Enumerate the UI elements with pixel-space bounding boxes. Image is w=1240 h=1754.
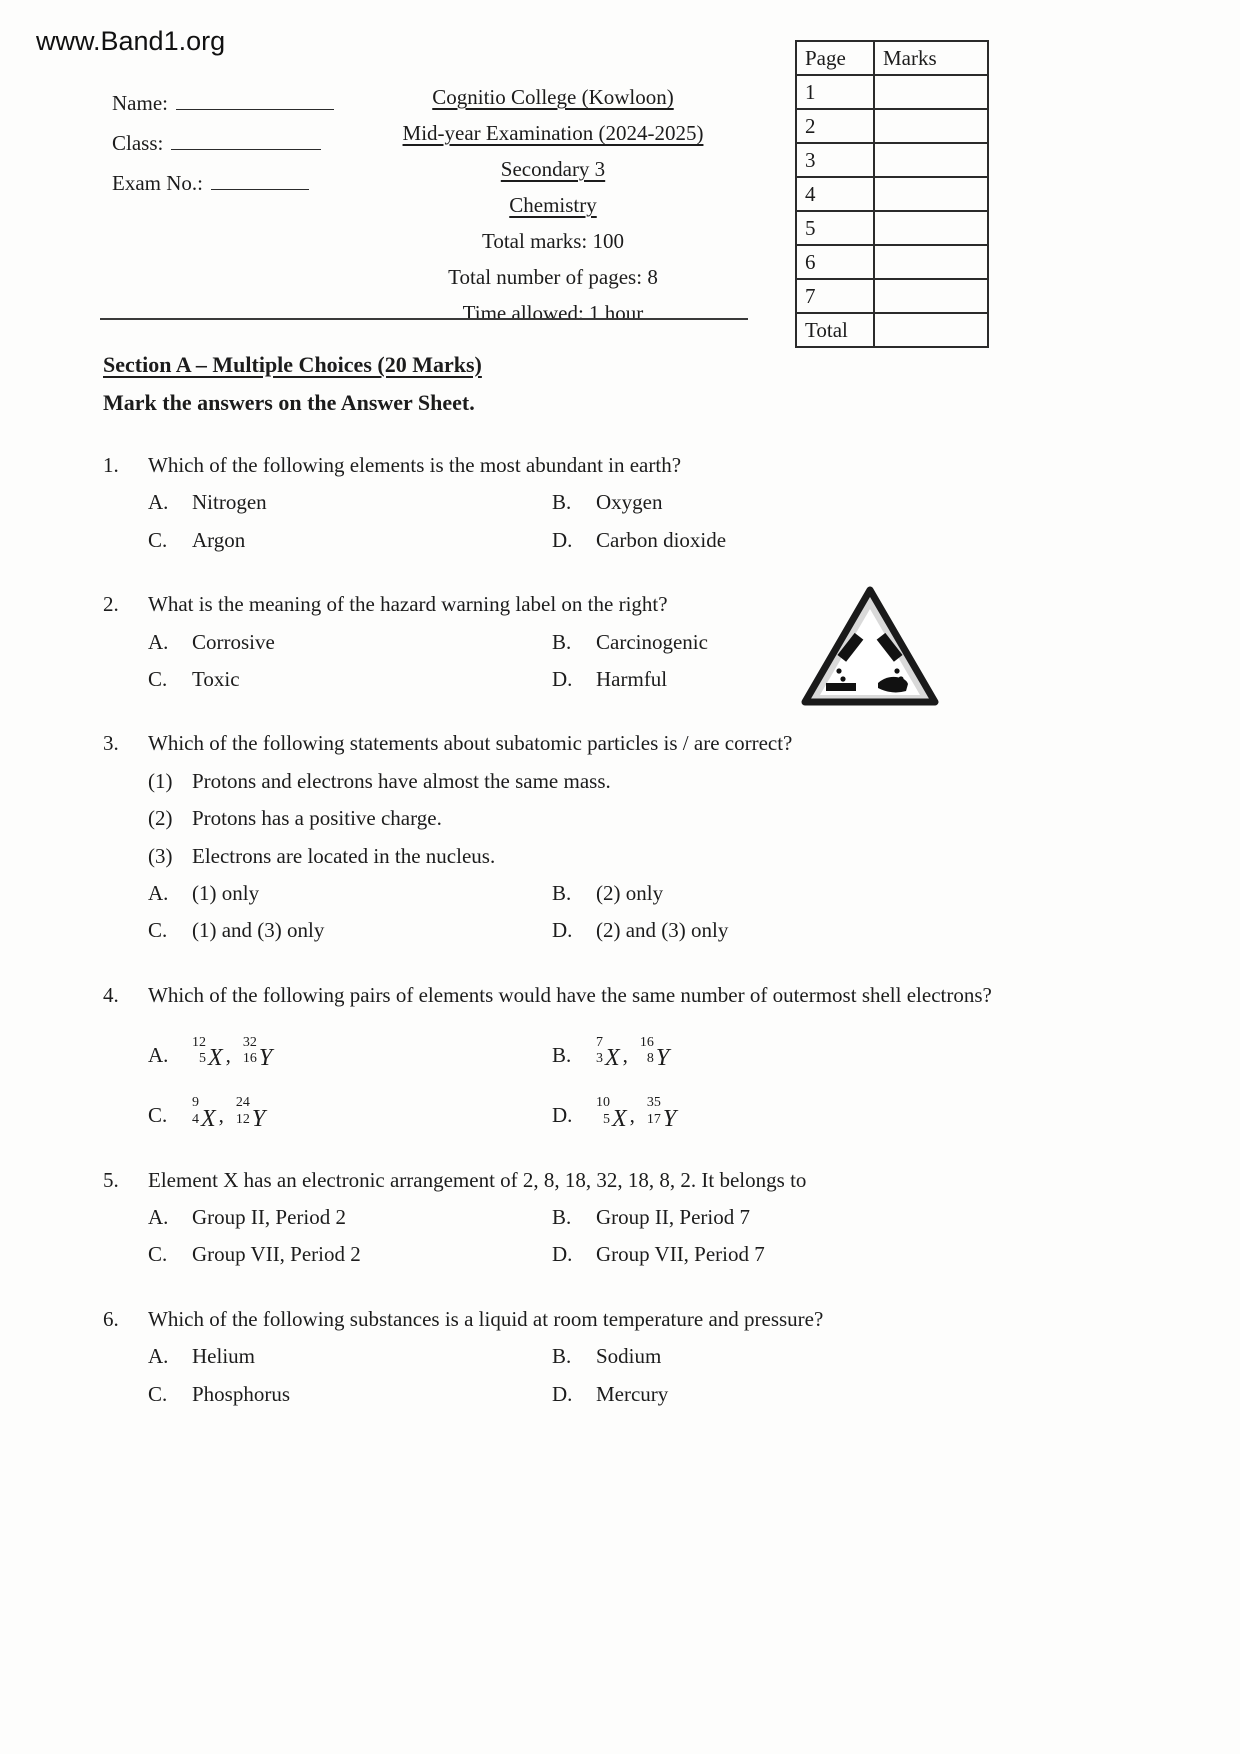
option-letter: B. [552,1344,572,1369]
option-text: (1) and (3) only [192,918,325,943]
atomic-number: 5 [199,1051,206,1067]
exam-no-blank-line [211,168,309,190]
option-letter: B. [552,629,572,654]
name-blank-line [176,88,334,110]
option-letter: A. [148,1205,169,1230]
statement-text: Protons and electrons have almost the same mass. [192,768,611,793]
header-divider-line [100,318,748,320]
marks-table-page-cell: 7 [796,279,874,313]
question-text: Element X has an electronic arrangement of 2, 8, 18, 32, 18, 8, 2. It belongs to [148,1167,807,1192]
question-number: 4. [103,982,119,1007]
name-label: Name: [112,91,168,115]
option-d [552,526,1115,555]
atomic-number: 5 [603,1111,610,1127]
option-text: Phosphorus [192,1381,291,1406]
element-symbol: Y [258,1045,273,1072]
question-number: 1. [103,453,119,477]
option-text: Group VII, Period 7 [596,1242,765,1267]
marks-table-row [796,313,988,347]
option-text: Sodium [596,1344,662,1369]
question-number: 6. [103,1306,119,1331]
marks-table-page-cell: 2 [796,109,874,143]
marks-table-page-cell: 1 [796,75,874,109]
question-2 [103,589,1115,694]
option-letter: C. [148,1381,168,1406]
mass-number: 10 [596,1095,610,1111]
section-a-content [103,352,1115,1409]
class-field-row [112,128,334,156]
marks-table-marks-cell [874,313,988,347]
isotope-numbers [640,1035,654,1067]
school-name: Cognitio College (Kowloon) [432,85,674,109]
question-text: Which of the following pairs of elements would have the same number of outermost shell electrons? [148,982,992,1007]
isotope-notation [596,1095,627,1132]
option-letter: D. [552,1381,573,1406]
option-c [148,1095,552,1132]
option-letter: A. [148,490,169,515]
marks-table-header-row [796,41,988,75]
isotope-numbers [236,1095,250,1127]
option-d [552,665,1115,694]
atomic-number: 12 [235,1111,250,1127]
isotope-numbers [596,1095,610,1127]
element-symbol: X [201,1105,216,1132]
option-letter: A. [148,1344,169,1369]
isotope-notation [192,1095,216,1132]
option-c [148,916,552,945]
question-text: Which of the following substances is a liquid at room temperature and pressure? [148,1306,824,1331]
marks-table-row [796,143,988,177]
option-d [552,1380,1115,1409]
option-b [552,628,1115,657]
comma: , [225,1043,231,1068]
option-text: Group II, Period 7 [596,1205,750,1230]
option-letter: A. [148,881,169,906]
option-a [148,488,552,517]
option-b [552,1203,1115,1232]
marks-table-row [796,211,988,245]
option-letter: B. [552,490,572,515]
question-1-stem [103,450,1115,480]
option-letter: A. [148,1043,169,1068]
option-text: Carcinogenic [596,629,708,654]
isotope-notation [235,1095,266,1132]
option-c [148,1240,552,1269]
option-a [148,1035,552,1072]
option-text: (2) only [596,881,664,906]
marks-table-page-cell: 4 [796,177,874,211]
element-symbol: X [605,1045,620,1072]
option-letter: D. [552,527,573,552]
option-text: Helium [192,1344,255,1369]
section-instruction: Mark the answers on the Answer Sheet. [103,390,475,415]
marks-table-header-marks: Marks [874,41,988,75]
question-5 [103,1165,1115,1270]
isotope-numbers [647,1095,661,1127]
isotope-notation [646,1095,677,1132]
option-letter: C. [148,527,168,552]
option-text: Toxic [192,667,240,692]
marks-table-row [796,245,988,279]
marks-table-row [796,75,988,109]
option-text: Argon [192,527,246,552]
marks-table-row [796,109,988,143]
marks-table-marks-cell [874,109,988,143]
option-d [552,1240,1115,1269]
statement-text: Electrons are located in the nucleus. [192,843,496,868]
total-pages-line: Total number of pages: 8 [448,265,658,289]
element-symbol: X [208,1045,223,1072]
exam-level: Secondary 3 [500,157,606,181]
option-letter: D. [552,667,573,692]
option-b [552,879,1115,908]
atomic-number: 3 [596,1051,603,1067]
marks-table-marks-cell [874,279,988,313]
atomic-number: 16 [242,1051,257,1067]
atomic-number: 17 [646,1111,661,1127]
exam-no-field-row [112,168,334,196]
option-a [148,879,552,908]
marks-table-row [796,279,988,313]
student-fields [112,88,334,208]
marks-table [795,40,989,348]
mass-number: 16 [639,1035,654,1051]
atomic-number: 4 [192,1111,199,1127]
isotope-numbers [243,1035,257,1067]
question-3-options [148,871,1115,946]
option-letter: D. [552,1242,573,1267]
question-5-stem [103,1165,1115,1195]
question-3-statements [148,767,1115,871]
class-label: Class: [112,131,164,155]
comma: , [622,1043,628,1068]
question-text: Which of the following statements about subatomic particles is / are correct? [148,731,793,756]
option-b [552,1342,1115,1371]
option-b [552,488,1115,517]
marks-table-page-cell: 3 [796,143,874,177]
marks-table-marks-cell [874,75,988,109]
element-symbol: Y [662,1105,677,1132]
option-text: Oxygen [596,490,663,515]
option-letter: C. [148,1242,168,1267]
statement-number: (1) [148,768,173,793]
mass-number: 9 [192,1095,199,1111]
isotope-notation [192,1035,223,1072]
question-4 [103,980,1115,1131]
statement-text: Protons has a positive charge. [192,806,442,831]
time-allowed-line: Time allowed: 1 hour [462,301,644,325]
isotope-notation [242,1035,273,1072]
option-b [552,1035,1115,1072]
comma: , [218,1103,224,1128]
question-text: What is the meaning of the hazard warning label on the right? [148,592,668,617]
option-a [148,1342,552,1371]
question-3-stem [103,728,1115,758]
option-a [148,628,552,657]
statement-2 [148,804,1115,833]
isotope-numbers [192,1035,206,1067]
mass-number: 7 [596,1035,603,1051]
isotope-numbers [192,1095,199,1127]
option-letter: C. [148,918,168,943]
option-letter: D. [552,918,573,943]
element-symbol: X [612,1105,627,1132]
isotope-notation [596,1035,620,1072]
question-1 [103,450,1115,555]
exam-title: Mid-year Examination (2024-2025) [402,121,704,145]
option-letter: D. [552,1103,573,1128]
question-1-options [148,480,1115,555]
exam-subject: Chemistry [509,193,597,217]
option-text: Group VII, Period 2 [192,1242,361,1267]
option-text: Group II, Period 2 [192,1205,346,1230]
option-a [148,1203,552,1232]
mass-number: 35 [646,1095,661,1111]
statement-number: (2) [148,806,173,831]
option-letter: B. [552,881,572,906]
question-3 [103,728,1115,945]
marks-table-page-cell: 5 [796,211,874,245]
marks-table-page-cell: 6 [796,245,874,279]
option-letter: B. [552,1205,572,1230]
option-letter: C. [148,667,168,692]
question-4-stem [103,980,1115,1010]
statement-3 [148,842,1115,871]
class-blank-line [171,128,321,150]
name-field-row [112,88,334,116]
marks-table-marks-cell [874,245,988,279]
question-6 [103,1304,1115,1409]
isotope-notation [639,1035,670,1072]
question-5-options [148,1195,1115,1270]
mass-number: 32 [242,1035,257,1051]
mass-number: 12 [192,1035,206,1051]
marks-table-total-cell: Total [796,313,874,347]
watermark-text: www.Band1.org [36,26,226,56]
question-2-stem [103,589,1115,619]
question-text: Which of the following elements is the most abundant in earth? [148,453,682,477]
exam-no-label: Exam No.: [112,171,203,195]
question-6-options [148,1334,1115,1409]
comma: , [629,1103,635,1128]
question-number: 3. [103,731,119,756]
marks-table-row [796,177,988,211]
option-d [552,916,1115,945]
mass-number: 24 [235,1095,250,1111]
option-c [148,526,552,555]
marks-table-marks-cell [874,143,988,177]
option-text: Mercury [596,1381,669,1406]
marks-table-marks-cell [874,211,988,245]
question-4-options [148,1010,1115,1130]
question-number: 5. [103,1167,119,1192]
option-c [148,665,552,694]
option-text: (2) and (3) only [596,918,729,943]
option-letter: C. [148,1103,168,1128]
statement-number: (3) [148,843,173,868]
element-symbol: Y [251,1105,266,1132]
atomic-number: 8 [646,1051,654,1067]
question-6-stem [103,1304,1115,1334]
option-d [552,1095,1115,1132]
option-text: Corrosive [192,629,275,654]
option-letter: A. [148,629,169,654]
total-marks-line: Total marks: 100 [481,229,624,253]
statement-1 [148,767,1115,796]
isotope-numbers [596,1035,603,1067]
exam-header [318,85,788,337]
option-letter: B. [552,1043,572,1068]
option-text: (1) only [192,881,260,906]
option-text: Harmful [596,667,668,692]
marks-table-header-page: Page [796,41,874,75]
marks-table-marks-cell [874,177,988,211]
section-title: Section A – Multiple Choices (20 Marks) [103,352,482,377]
element-symbol: Y [655,1045,670,1072]
option-c [148,1380,552,1409]
option-text: Carbon dioxide [596,527,727,552]
option-text: Nitrogen [192,490,267,515]
question-number: 2. [103,592,119,617]
question-2-options [148,620,1115,695]
